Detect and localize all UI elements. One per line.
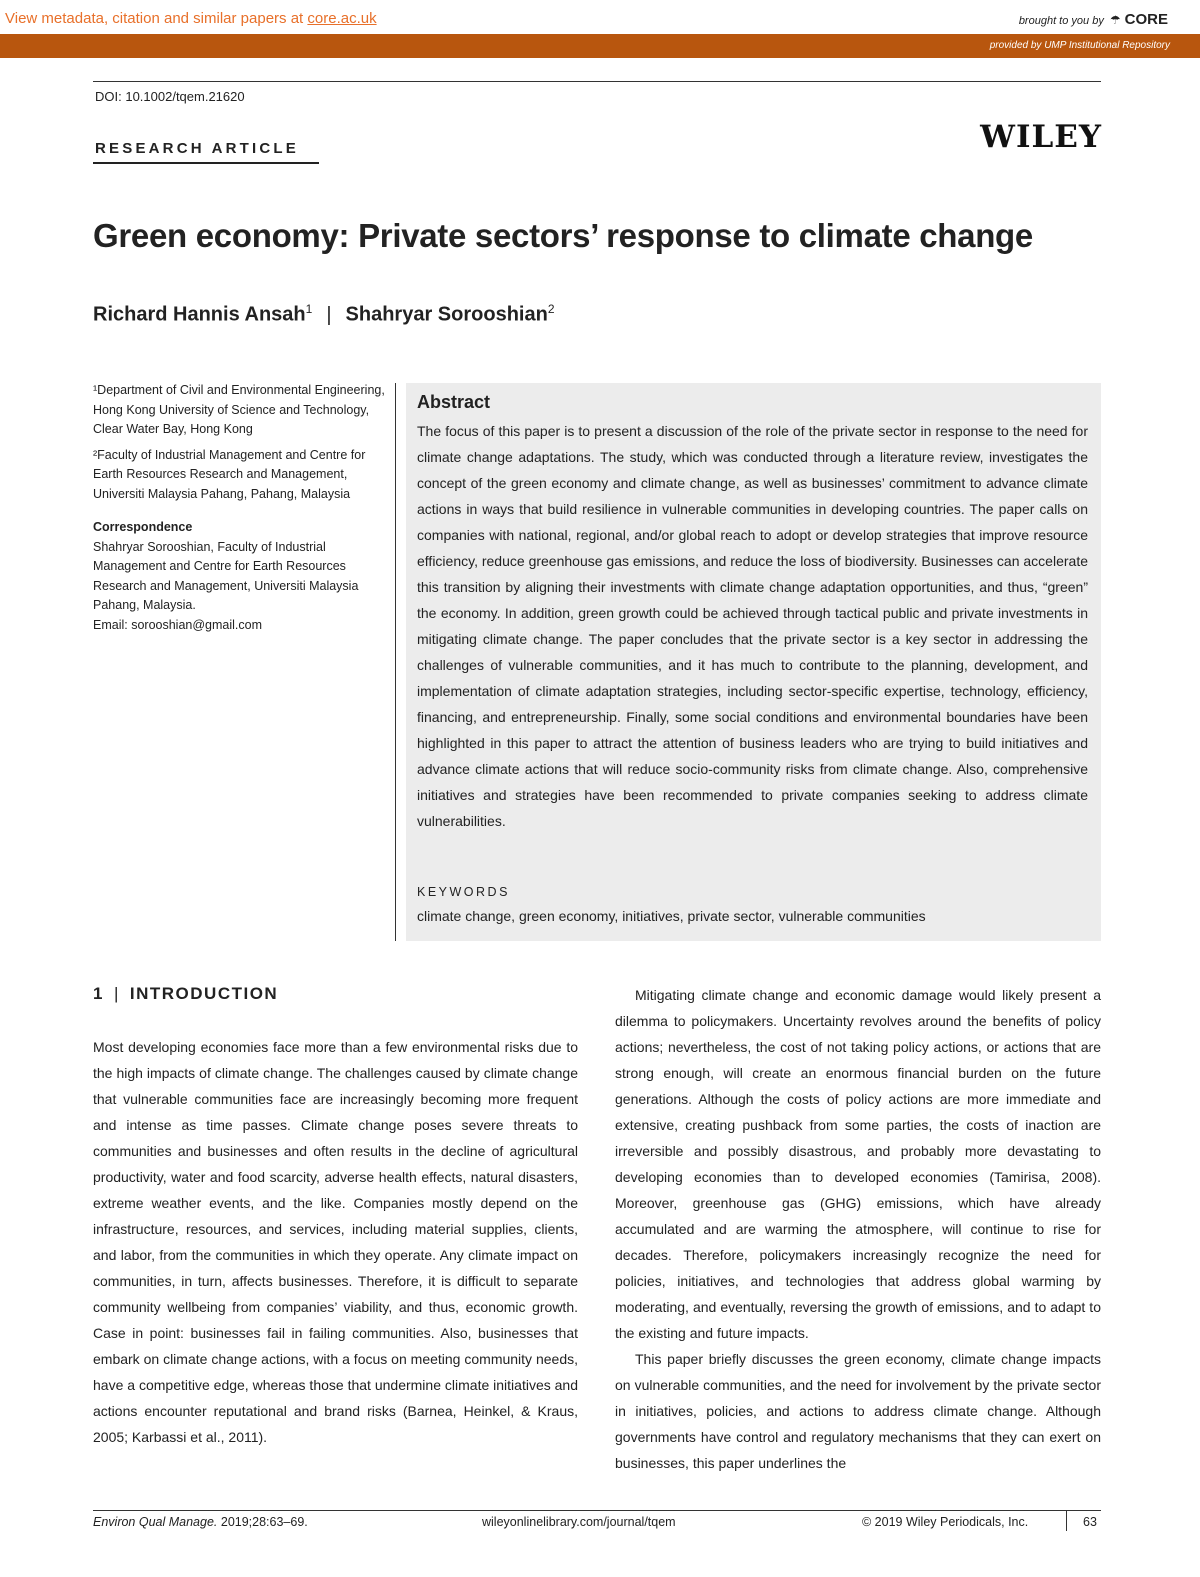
affiliation-1: ¹Department of Civil and Environmental Engineering, Hong Kong University of Science and Technology, Clear Water Bay, Hong Kong	[93, 383, 385, 436]
journal-url[interactable]: wileyonlinelibrary.com/journal/tqem	[482, 1515, 676, 1529]
core-link-prefix: View metadata, citation and similar papers at	[5, 10, 308, 27]
footer-citation	[93, 1515, 308, 1529]
core-metadata-link-line	[5, 10, 377, 27]
keywords-text: climate change, green economy, initiatives, private sector, vulnerable communities	[417, 908, 926, 924]
body-column-left	[93, 1034, 578, 1450]
core-logo-text: CORE	[1124, 11, 1168, 28]
body-column-right	[615, 982, 1101, 1476]
author-1: Richard Hannis Ansah	[93, 303, 306, 326]
abstract-divider	[395, 383, 396, 941]
brought-by-text: brought to you by	[1018, 15, 1104, 27]
abstract-text: The focus of this paper is to present a discussion of the role of the private sector in response to the need for climate change adaptations. The study, which was conducted through a literature review, investigates the concept of the green economy and climate change, as well as businesses’ commitment to advance climate actions in ways that build resilience in vulnerable communities in developing countries. The paper calls on companies with national, regional, and/or global reach to adopt or develop strategies that improve resource efficiency, reduce greenhouse gas emissions, and reduce the loss of biodiversity. Businesses can accelerate this transition by aligning their investments with climate change adaptation opportunities, and thus, “green” the economy. In addition, green growth could be achieved through tactical public and private investments in mitigating climate change. The paper concludes that the private sector is a key sector in addressing the challenges of vulnerable communities, and it has much to contribute to the planning, development, and implementation of climate adaptation strategies, including sector-specific expertise, technology, efficiency, financing, and entrepreneurship. Finally, some social conditions and environmental boundaries have been highlighted in this paper to attract the attention of business leaders who are trying to build initiatives and advance climate actions that will reduce socio-community risks from climate change. Also, comprehensive initiatives and strategies have been recommended to private companies seeking to address climate vulnerabilities.	[417, 423, 1088, 829]
core-link[interactable]: core.ac.uk	[307, 10, 377, 27]
journal-name: Environ Qual Manage.	[93, 1515, 218, 1529]
author-1-affil: 1	[305, 302, 313, 316]
paragraph: Most developing economies face more than a few environmental risks due to the high impacts of climate change. The challenges caused by climate change that vulnerable communities face are increasingly becoming more frequent and intense as time passes. Climate change poses severe threats to communities and businesses and often results in the decline of agricultural productivity, water and food scarcity, adverse health effects, natural disasters, extreme weather events, and the like. Companies mostly depend on the infrastructure, resources, and services, including material supplies, clients, and labor, from the communities in which they operate. Any climate impact on communities, in turn, affects businesses. Therefore, it is difficult to separate community wellbeing from companies’ viability, and thus, economic growth. Case in point: businesses fail in failing communities. Also, businesses that embark on climate change actions, with a focus on meeting community needs, have a competitive edge, whereas those that undermine climate initiatives and actions encounter reputational and brand risks (Barnea, Heinkel, & Kraus, 2005; Karbassi et al., 2011).	[93, 1039, 578, 1445]
footer-rule	[93, 1510, 1101, 1511]
keywords-heading: KEYWORDS	[417, 885, 510, 899]
author-2: Shahryar Sorooshian	[345, 303, 548, 326]
article-type-underline	[93, 162, 319, 164]
paragraph: This paper briefly discusses the green economy, climate change impacts on vulnerable communities, and the need for involvement by the private sector in initiatives, policies, and actions to address climate change. Although governments have control and regulatory mechanisms that they can exert on businesses, this paper underlines the	[615, 1351, 1101, 1471]
page-number: 63	[1083, 1515, 1097, 1529]
footer-divider	[1066, 1511, 1067, 1531]
affiliation-2: ²Faculty of Industrial Management and Centre for Earth Resources Research and Management, Universiti Malaysia Pahang, Pahang, Malaysia	[93, 447, 366, 501]
section-heading	[93, 984, 278, 1004]
paper-title: Green economy: Private sectors’ response to climate change	[93, 217, 1033, 254]
publisher-logo: WILEY	[980, 119, 1102, 155]
provided-by-text: provided by UMP Institutional Repository	[989, 40, 1170, 51]
correspondence-heading: Correspondence	[93, 520, 193, 534]
core-logo-icon: ☂	[1109, 13, 1121, 27]
author-separator: |	[326, 303, 332, 326]
paragraph: Mitigating climate change and economic damage would likely present a dilemma to policymakers. Uncertainty revolves around the benefits of policy actions; nevertheless, the cost of not taking policy actions, or actions that are strong enough, will create an enormous financial burden on the future generations. Although the costs of policy actions are more immediate and extensive, creating pushback from some parties, the costs of inaction are irreversible and possibly disastrous, and probably more devastating to developing economies than to developed economies (Tamirisa, 2008). Moreover, greenhouse gas (GHG) emissions, which have already accumulated and are warming the atmosphere, will continue to rise for decades. Therefore, policymakers increasingly recognize the need for policies, initiatives, and technologies that address global warming by moderating, and eventually, reversing the growth of emissions, and to adapt to the existing and future impacts.	[615, 987, 1101, 1341]
copyright: © 2019 Wiley Periodicals, Inc.	[862, 1515, 1029, 1529]
section-bar: |	[113, 984, 120, 1003]
section-title: INTRODUCTION	[129, 984, 279, 1003]
section-number: 1	[93, 984, 104, 1003]
doi: DOI: 10.1002/tqem.21620	[95, 89, 245, 104]
author-2-affil: 2	[547, 302, 555, 316]
correspondence-text: Shahryar Sorooshian, Faculty of Industrial Management and Centre for Earth Resources Research and Management, Universiti Malaysia Pahang, Malaysia.	[93, 539, 359, 612]
citation: 2019;28:63–69.	[217, 1515, 308, 1529]
top-rule	[93, 81, 1101, 82]
correspondence-email[interactable]: Email: sorooshian@gmail.com	[93, 617, 263, 632]
abstract-heading: Abstract	[417, 392, 491, 412]
brought-to-you-by	[1019, 11, 1168, 28]
article-type: RESEARCH ARTICLE	[95, 140, 299, 157]
author-line	[93, 302, 555, 327]
affiliations	[93, 381, 388, 635]
